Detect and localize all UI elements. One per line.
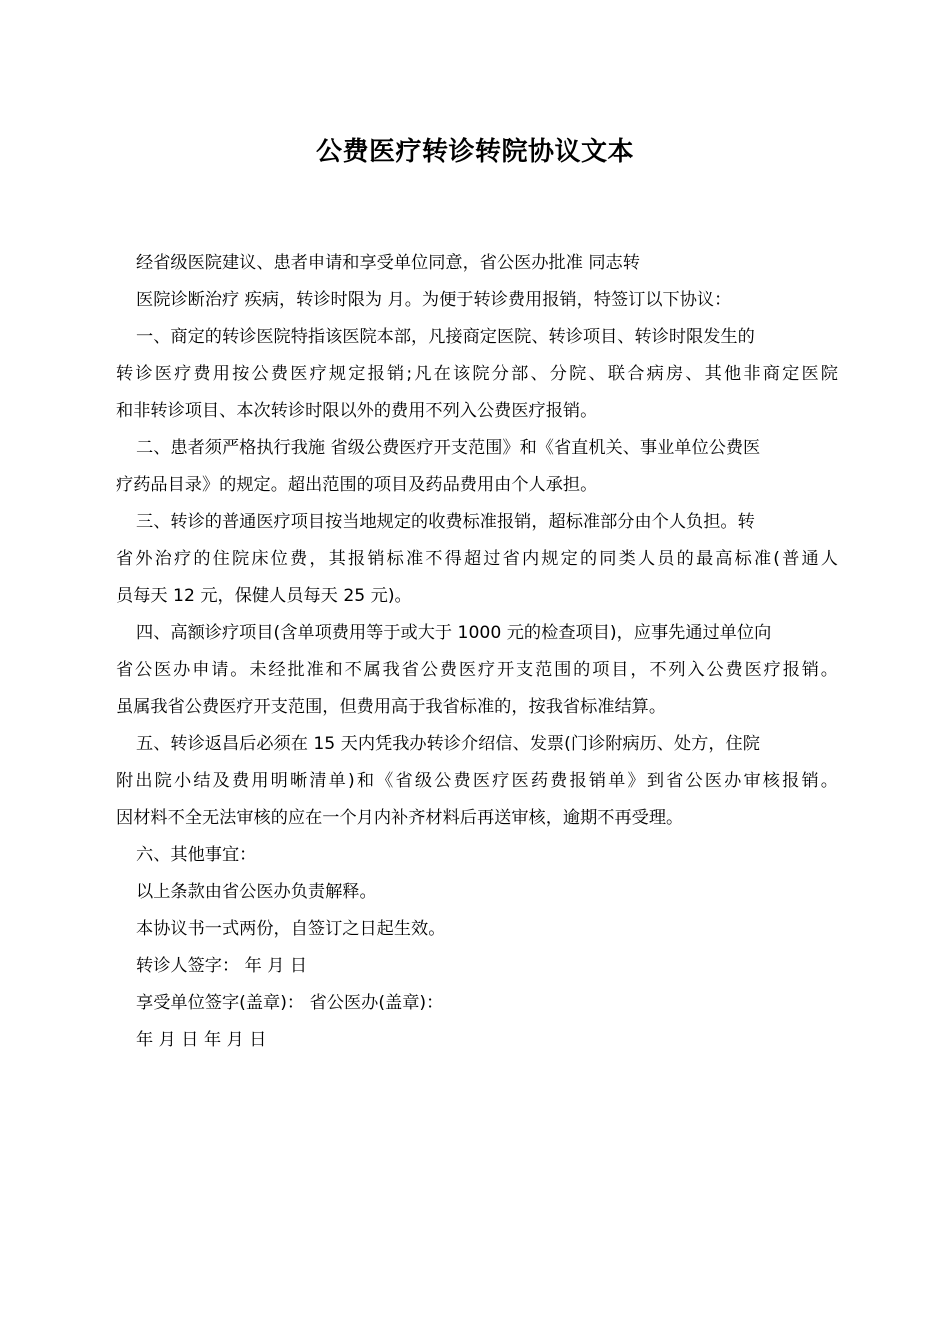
body-line: 经省级医院建议、患者申请和享受单位同意，省公医办批准 同志转 bbox=[136, 253, 640, 273]
body-line: 本协议书一式两份，自签订之日起生效。 bbox=[136, 919, 446, 939]
body-line: 二、患者须严格执行我施 省级公费医疗开支范围》和《省直机关、事业单位公费医 bbox=[136, 438, 761, 458]
body-line: 和非转诊项目、本次转诊时限以外的费用不列入公费医疗报销。 bbox=[116, 401, 598, 421]
document-body bbox=[116, 245, 838, 1059]
body-line: 一、商定的转诊医院特指该医院本部，凡接商定医院、转诊项目、转诊时限发生的 bbox=[136, 327, 755, 347]
body-line: 员每天 12 元，保健人员每天 25 元)。 bbox=[116, 586, 412, 606]
body-line: 三、转诊的普通医疗项目按当地规定的收费标准报销，超标准部分由个人负担。转 bbox=[136, 512, 755, 532]
body-line: 以上条款由省公医办负责解释。 bbox=[136, 882, 377, 902]
signature-line-dates: 年 月 日 年 月 日 bbox=[136, 1030, 267, 1050]
body-line: 六、其他事宜： bbox=[136, 845, 257, 865]
signature-line-transfer: 转诊人签字： 年 月 日 bbox=[136, 956, 308, 976]
body-line: 省公医办申请。未经批准和不属我省公费医疗开支范围的项目，不列入公费医疗报销。 bbox=[116, 660, 838, 680]
body-line: 附出院小结及费用明晰清单)和《省级公费医疗医药费报销单》到省公医办审核报销。 bbox=[116, 771, 838, 791]
body-line: 五、转诊返昌后必须在 15 天内凭我办转诊介绍信、发票(门诊附病历、处方，住院 bbox=[136, 734, 760, 754]
body-line: 省外治疗的住院床位费，其报销标准不得超过省内规定的同类人员的最高标准(普通人 bbox=[116, 549, 838, 569]
body-line: 因材料不全无法审核的应在一个月内补齐材料后再送审核，逾期不再受理。 bbox=[116, 808, 684, 828]
body-line: 医院诊断治疗 疾病，转诊时限为 月。为便于转诊费用报销，特签订以下协议： bbox=[136, 290, 732, 310]
document-title: 公费医疗转诊转院协议文本 bbox=[315, 137, 634, 167]
body-line: 转诊医疗费用按公费医疗规定报销;凡在该院分部、分院、联合病房、其他非商定医院 bbox=[116, 364, 838, 384]
body-line: 疗药品目录》的规定。超出范围的项目及药品费用由个人承担。 bbox=[116, 475, 598, 495]
body-line: 虽属我省公费医疗开支范围，但费用高于我省标准的，按我省标准结算。 bbox=[116, 697, 667, 717]
body-line: 四、高额诊疗项目(含单项费用等于或大于 1000 元的检查项目)，应事先通过单位向 bbox=[136, 623, 772, 643]
signature-line-units: 享受单位签字(盖章)： 省公医办(盖章)： bbox=[136, 993, 444, 1013]
